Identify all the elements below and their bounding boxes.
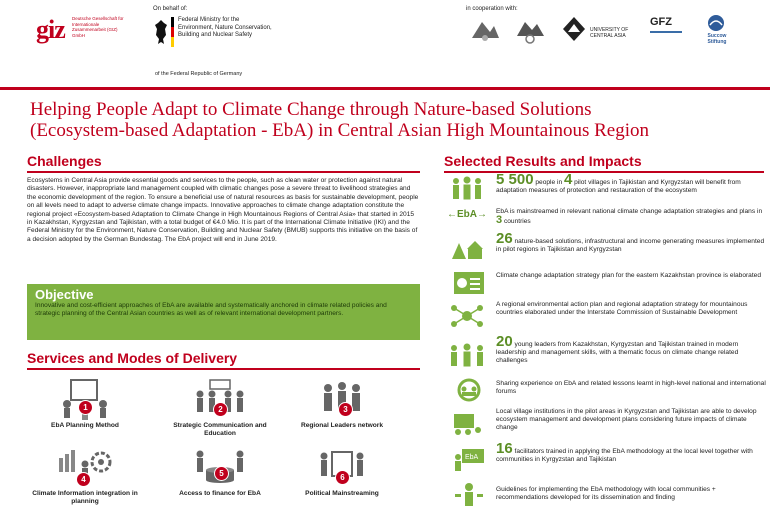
result-item-10	[444, 482, 764, 512]
service-item-6	[287, 446, 397, 498]
service-item-4	[30, 446, 140, 506]
challenges-heading: Challenges	[27, 153, 102, 169]
on-behalf-label: On behalf of:	[153, 6, 188, 12]
result-text-9a: facilitators trained in applying the EbA methodology at the local level together with communities in Kyrgyzstan and Tajikistan	[496, 448, 753, 463]
gfz-logo-underline	[650, 31, 682, 33]
service-number-4: 4	[76, 472, 91, 487]
result-figure-1: 5 500	[496, 171, 534, 188]
result-text-6	[496, 333, 768, 365]
result-figure-2: 3	[496, 214, 503, 226]
ministry-line-2: Environment, Nature Conservation,	[178, 24, 272, 31]
nature-solutions-icon	[450, 237, 484, 263]
objective-heading: Objective	[35, 287, 94, 302]
services-divider	[27, 368, 420, 370]
result-text-10: Guidelines for implementing the EbA methodology with local communities + recommendations developed for its dissemination and finding	[496, 486, 716, 501]
result-text-2	[496, 208, 768, 226]
eba-badge-icon: ←EbA→	[447, 209, 487, 220]
result-text-1b: pilot villages in Tajikistan and Kyrgyzstan will benefit from adaptation measures of protection and restauration of the ecosystem	[496, 179, 741, 194]
result-text-3a: nature-based solutions, infrastructural and income generating measures implemented in pilot regions in Tajikistan and Kyrgyzstan	[496, 238, 765, 253]
result-item-2	[444, 208, 764, 232]
objective-text: Innovative and cost-efficient approaches of EbA are available and systematically anchored in climate related policies and strategic planning of the Central Asian countries as well as of relevant international development partners.	[35, 302, 387, 317]
eba-badge-label: EbA	[457, 209, 477, 220]
challenges-text: Ecosystems in Central Asia provide essential goods and services to the people, such as clean water or protection against natural disasters. However, inappropriate land management coupled with climatic changes pose a severe threat to livelihood strategies and the economic development of the region. To ensure a beneficial use of natural resources as basis for sustainable development, people on all levels need to adapt to adverse climate change impacts. Innovative approaches to climate change adaptation constitute the regional project «Ecosystem-based Adaptation to Climate Change in High Mountainous Regions of Central Asia» that started in 2015 in Kazakhstan, Kyrgyzstan and Tajikistan, with a total budget of €4.0 Mio. It is part of the International Climate Initiative (IKI) and the Federal Ministry for the Environment, Nature Conservation, Building and Nuclear Safety (BMUB) supports this initiative on the basis of a decision adopted by the German Bundestag. The EbA project will end in June 2019.	[27, 177, 419, 243]
title-line-2: (Ecosystem-based Adaptation - EbA) in Central Asian High Mountainous Region	[30, 120, 649, 141]
uca-logo-icon	[562, 16, 586, 42]
service-item-3	[287, 378, 397, 430]
result-text-7: Sharing experience on EbA and related lessons learnt in high-level national and international forums	[496, 380, 766, 395]
facilitators-icon-label: EbA	[465, 454, 479, 461]
german-flag-icon	[171, 17, 174, 47]
result-figure-3: 26	[496, 230, 513, 247]
services-heading: Services and Modes of Delivery	[27, 350, 238, 366]
service-label-3: Regional Leaders network	[300, 422, 384, 429]
service-item-5	[165, 446, 275, 498]
cooperation-label: in cooperation with:	[466, 6, 518, 12]
sharing-experience-icon	[452, 377, 486, 403]
result-item-3	[444, 230, 765, 265]
page-title	[30, 99, 750, 141]
strategy-plan-icon	[452, 270, 486, 296]
people-group-icon	[450, 176, 484, 202]
result-text-2b: countries	[502, 218, 531, 225]
service-number-1: 1	[78, 400, 93, 415]
result-item-7	[444, 377, 764, 403]
result-item-4	[444, 270, 764, 292]
result-text-8: Local village institutions in the pilot areas in Kyrgyzstan and Tajikistan are able to develop ecosystem management and development plans considering future impacts of climate change	[496, 408, 757, 431]
result-item-1	[444, 171, 764, 206]
result-text-9	[496, 440, 768, 464]
results-heading: Selected Results and Impacts	[444, 153, 642, 169]
giz-subtitle: Deutsche Gesellschaft für Internationale Zusammenarbeit (GIZ) GmbH	[72, 16, 124, 38]
succow-logo-icon	[706, 14, 726, 32]
result-text-2a: EbA is mainstreamed in relevant national climate change adaptation strategies and plans in	[496, 208, 763, 215]
uca-logo-text: UNIVERSITY OF CENTRAL ASIA	[590, 27, 629, 39]
guidelines-icon	[452, 482, 486, 508]
result-text-5: A regional environmental action plan and regional adaptation strategy for mountainous countries elaborated under the Interstate Commission of Sustainable Development	[496, 301, 748, 316]
result-item-6	[444, 333, 764, 374]
ministry-name	[178, 17, 338, 40]
young-leaders-icon	[448, 342, 486, 368]
ministry-line-3: Building and Nuclear Safety	[178, 32, 253, 38]
gfz-logo: GFZ	[650, 16, 672, 28]
service-label-5: Access to finance for EbA	[179, 490, 261, 497]
federal-republic-label: of the Federal Republic of Germany	[155, 71, 243, 77]
facilitators-icon	[452, 447, 486, 473]
result-text-6a: young leaders from Kazakhstan, Kyrgyzstan and Tajikistan trained in modern leadership and management skills, with a thematic focus on climate change related challenges	[496, 341, 739, 364]
result-item-8	[444, 408, 764, 440]
service-number-6: 6	[335, 470, 350, 485]
result-text-4: Climate change adaptation strategy plan for the eastern Kazakhstan province is elaborated	[496, 272, 762, 279]
result-item-5	[444, 301, 764, 333]
german-eagle-icon	[154, 17, 168, 47]
service-item-1	[30, 378, 140, 430]
header-divider	[0, 87, 770, 90]
ministry-line-1: Federal Ministry for the	[178, 17, 240, 23]
succow-logo-text: Succow Stiftung	[707, 33, 727, 45]
service-item-2	[165, 378, 275, 438]
result-figure-1b: 4	[563, 171, 573, 188]
service-label-2: Strategic Communication and Education	[173, 422, 267, 437]
result-item-9	[444, 440, 764, 475]
camp-kuhistan-logo-icon	[515, 16, 545, 44]
service-number-5: 5	[214, 466, 229, 481]
giz-logo: giz	[36, 15, 65, 44]
objective-box	[27, 284, 420, 340]
result-text-3	[496, 230, 768, 254]
result-figure-6: 20	[496, 333, 513, 350]
results-divider	[444, 171, 764, 173]
network-nodes-icon	[450, 303, 484, 329]
result-text-1a: people in	[533, 179, 564, 186]
service-number-2: 2	[213, 402, 228, 417]
service-number-3: 3	[338, 402, 353, 417]
village-institutions-icon	[450, 412, 484, 438]
title-line-1: Helping People Adapt to Climate Change through Nature-based Solutions	[30, 99, 592, 120]
service-label-6: Political Mainstreaming	[305, 490, 379, 497]
result-figure-9: 16	[496, 440, 513, 457]
result-text-1	[496, 171, 768, 195]
service-label-1: EbA Planning Method	[51, 422, 119, 429]
camp-alatoo-logo-icon	[470, 16, 500, 44]
challenges-divider	[27, 171, 420, 173]
service-label-4: Climate Information integration in planning	[32, 490, 138, 505]
